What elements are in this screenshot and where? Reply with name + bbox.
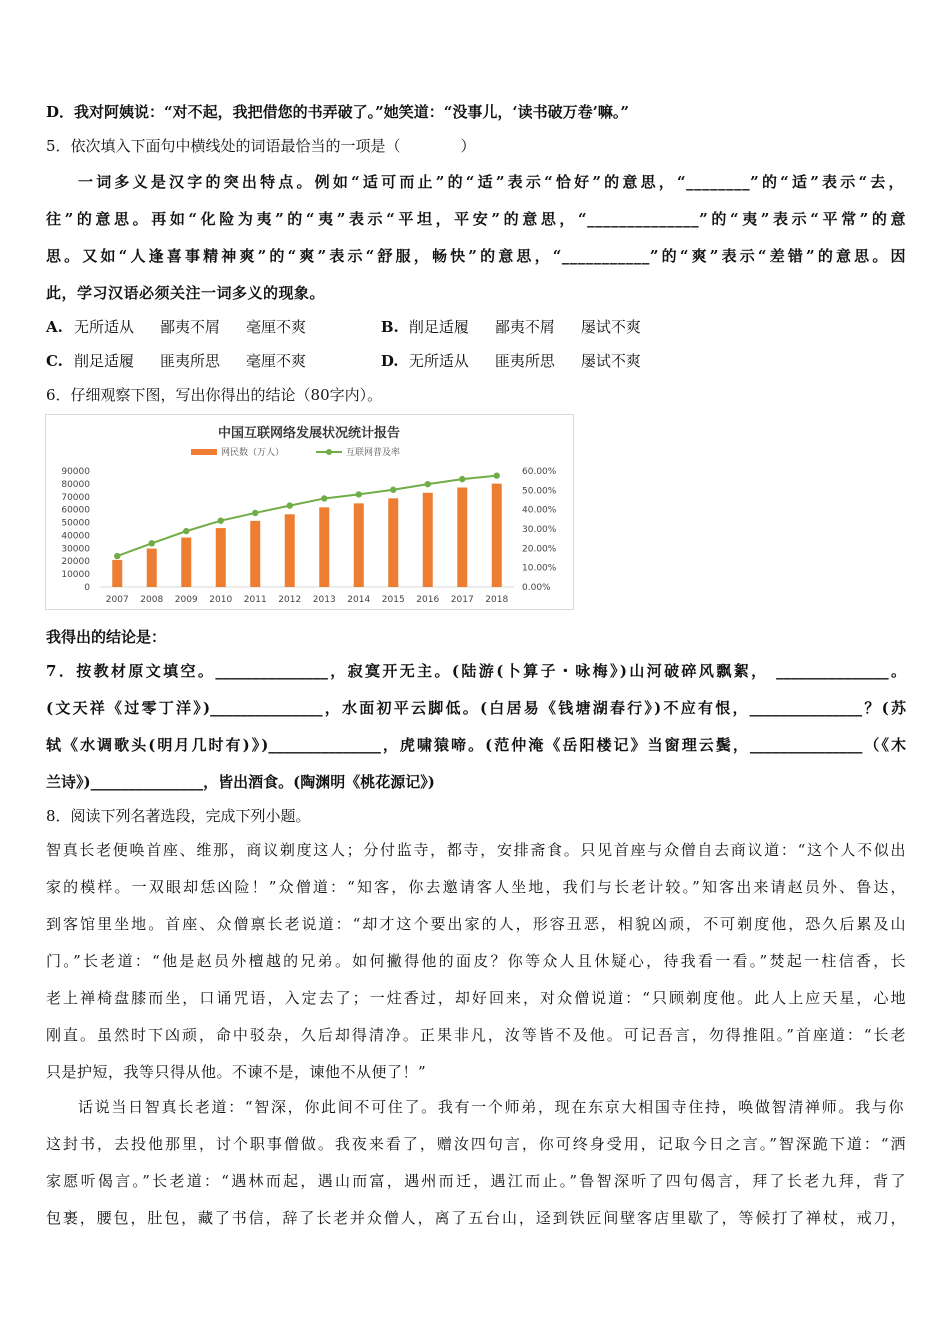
x-tick-label: 2018	[485, 595, 509, 605]
right-tick-label: 40.00%	[522, 505, 557, 516]
rate-point-2016	[425, 481, 431, 487]
q5-passage-line-4: 此，学习汉语必须关注一词多义的现象。	[46, 284, 326, 302]
bar-2015	[388, 498, 398, 587]
q8-para2-line-3: 家愿听偈言。”长老道：“遇林而起，遇山而富，遇州而迁，遇江而止。”鲁智深听了四句偈言，拜了长老九拜，背了	[46, 1172, 906, 1190]
legend-bar-swatch	[191, 449, 217, 455]
rate-point-2018	[494, 472, 500, 478]
q8-para2-line-2: 这封书，去投他那里，讨个职事僧做。我夜来看了，赠汝四句言，你可终身受用，记取今日之言。”智深跪下道：“洒	[46, 1135, 906, 1153]
bar-2017	[457, 487, 467, 587]
q7-line-3: 轼《水调歌头(明月几时有)》)_______________，虎啸猿啼。(范仲淹《岳阳楼记》当窗理云鬓，_______________（《木	[46, 736, 906, 754]
left-tick-label: 30000	[61, 544, 90, 555]
rate-point-2011	[252, 510, 258, 516]
x-tick-label: 2009	[174, 595, 198, 605]
legend-line-marker	[326, 449, 332, 455]
penetration-rate-line	[117, 476, 497, 556]
right-tick-label: 20.00%	[522, 544, 557, 555]
q5-option-b-item-1: 削足适履	[408, 318, 469, 336]
q5-option-d-item-2: 匪夷所思	[494, 352, 555, 370]
q5-option-b-item-3: 屡试不爽	[580, 318, 641, 336]
right-tick-label: 0.00%	[522, 583, 551, 593]
bar-2007	[112, 560, 122, 587]
q5-passage-line-3: 思。又如“人逢喜事精神爽”的“爽”表示“舒服，畅快”的意思，“___________”的“爽”表示“差错”的意思。因	[46, 247, 906, 265]
q5-option-c-item-1: 削足适履	[74, 352, 135, 370]
q5-option-c-label: C.	[46, 352, 63, 370]
q8-para1-line-2: 家的模样。一双眼却恁凶险！”众僧道：“知客，你去邀请客人坐地，我们与长老计较。”知客出来请赵员外、鲁达，	[46, 878, 906, 896]
q8-para2-line-1: 话说当日智真长老道：“智深，你此间不可住了。我有一个师弟，现在东京大相国寺住持，唤做智清禅师。我与你	[78, 1098, 904, 1116]
bar-2008	[147, 549, 157, 587]
q8-para1-line-6: 刚直。虽然时下凶顽，命中驳杂，久后却得清净。正果非凡，汝等皆不及他。可记吾言，勿得推阻。”首座道：“长老	[46, 1026, 906, 1044]
x-tick-label: 2014	[347, 595, 371, 605]
bar-2011	[250, 521, 260, 587]
q5-passage-line-2: 往”的意思。再如“化险为夷”的“夷”表示“平坦，平安”的意思，“______________”的“夷”表示“平常”的意	[46, 210, 906, 228]
q8-para2-line-4: 包裹，腰包，肚包，藏了书信，辞了长老并众僧人，离了五台山，迳到铁匠间壁客店里歇了，等候打了禅杖，戒刀，	[46, 1209, 906, 1227]
rate-point-2010	[218, 517, 224, 523]
left-tick-label: 80000	[61, 479, 90, 490]
q7-line-2: (文天祥《过零丁洋》)_______________，水面初平云脚低。(白居易《钱塘湖春行》)不应有恨，_______________？(苏	[46, 699, 906, 717]
q5-stem: 5．依次填入下面句中横线处的词语最恰当的一项是（ ）	[46, 137, 476, 155]
x-tick-label: 2011	[243, 595, 267, 605]
left-tick-label: 10000	[61, 570, 90, 581]
q5-options-row-1	[46, 317, 906, 337]
x-tick-label: 2015	[381, 595, 405, 605]
q4-option-d: D．我对阿姨说：“对不起，我把借您的书弄破了。”她笑道：“没事儿，‘读书破万卷’嘛。”	[46, 103, 629, 121]
chart-svg	[46, 415, 573, 609]
q5-options-row-2	[46, 351, 906, 371]
x-tick-label: 2012	[278, 595, 302, 605]
rate-point-2008	[149, 540, 155, 546]
chart-title: 中国互联网络发展状况统计报告	[217, 426, 401, 441]
right-tick-label: 50.00%	[522, 486, 557, 497]
rate-point-2017	[459, 476, 465, 482]
q6-answer-label: 我得出的结论是：	[46, 628, 167, 646]
rate-point-2007	[114, 553, 120, 559]
q8-para1-line-7: 只是护短，我等只得从他。不谏不是，谏他不从便了！”	[46, 1063, 427, 1081]
left-tick-label: 70000	[61, 492, 90, 503]
q8-para1-line-3: 到客馆里坐地。首座、众僧禀长老说道：“却才这个要出家的人，形容丑恶，相貌凶顽，不可剃度他，恐久后累及山	[46, 915, 906, 933]
q5-option-a-label: A.	[46, 318, 63, 336]
bar-2012	[285, 514, 295, 587]
left-tick-label: 40000	[61, 531, 90, 542]
q5-option-c-item-3: 毫厘不爽	[246, 352, 307, 370]
q7-line-1: 7．按教材原文填空。_______________，寂寞开无主。(陆游(卜算子・咏梅》)山河破碎风飘絮， _______________。	[46, 662, 906, 680]
x-tick-label: 2007	[105, 595, 129, 605]
q8-para1-line-4: 门。”长老道：“他是赵员外檀越的兄弟。如何撇得他的面皮？你等众人且休疑心，待我看一看。”焚起一柱信香，长	[46, 952, 906, 970]
chart-legend	[191, 446, 400, 458]
q5-option-d-item-3: 屡试不爽	[580, 352, 641, 370]
q5-passage-line-1: 一词多义是汉字的突出特点。例如“适可而止”的“适”表示“恰好”的意思，“________”的“适”表示“去，	[78, 173, 904, 191]
q8-para1-line-5: 老上禅椅盘膝而坐，口诵咒语，入定去了；一炷香过，却好回来，对众僧说道：“只顾剃度他。此人上应天星，心地	[46, 989, 906, 1007]
rate-point-2015	[390, 487, 396, 493]
q5-option-b-item-2: 鄙夷不屑	[494, 318, 555, 336]
q8-para1-line-1: 智真长老便唤首座、维那，商议剃度这人；分付监寺，都寺，安排斋食。只见首座与众僧自去商议道：“这个人不似出	[46, 841, 906, 859]
left-tick-label: 90000	[61, 467, 90, 477]
bar-2009	[181, 538, 191, 587]
x-tick-label: 2008	[140, 595, 164, 605]
bar-2018	[492, 484, 502, 587]
x-tick-label: 2016	[416, 595, 440, 605]
x-tick-label: 2017	[450, 595, 474, 605]
bar-2013	[319, 507, 329, 587]
q6-stem: 6．仔细观察下图，写出你得出的结论（80字内）。	[46, 386, 383, 404]
left-tick-label: 50000	[61, 518, 90, 529]
bar-2010	[216, 528, 226, 587]
right-tick-label: 60.00%	[522, 467, 557, 477]
x-tick-label: 2010	[209, 595, 233, 605]
chart-plot	[61, 467, 556, 605]
right-tick-label: 30.00%	[522, 525, 557, 535]
q5-option-a-item-1: 无所适从	[74, 318, 135, 336]
q5-option-d-item-1: 无所适从	[408, 352, 469, 370]
legend-bar-label: 网民数（万人）	[221, 448, 285, 458]
left-tick-label: 0	[84, 583, 90, 593]
internet-stats-chart	[45, 414, 574, 610]
bar-2016	[423, 493, 433, 587]
q8-stem: 8．阅读下列名著选段，完成下列小题。	[46, 807, 311, 825]
q5-option-b-label: B.	[380, 318, 399, 336]
left-tick-label: 60000	[61, 505, 90, 516]
x-tick-label: 2013	[312, 595, 336, 605]
q5-option-c-item-2: 匪夷所思	[160, 352, 221, 370]
rate-point-2009	[183, 528, 189, 534]
rate-point-2014	[356, 491, 362, 497]
right-tick-label: 10.00%	[522, 563, 557, 574]
left-tick-label: 20000	[61, 557, 90, 568]
legend-line-label: 互联网普及率	[346, 448, 401, 458]
rate-point-2013	[321, 495, 327, 501]
q5-option-d-label: D.	[380, 352, 399, 370]
q7-line-4: 兰诗》)_______________，皆出酒食。(陶渊明《桃花源记》)	[46, 773, 435, 791]
q5-option-a-item-3: 毫厘不爽	[246, 318, 307, 336]
q5-option-a-item-2: 鄙夷不屑	[160, 318, 221, 336]
bar-2014	[354, 503, 364, 587]
rate-point-2012	[287, 502, 293, 508]
